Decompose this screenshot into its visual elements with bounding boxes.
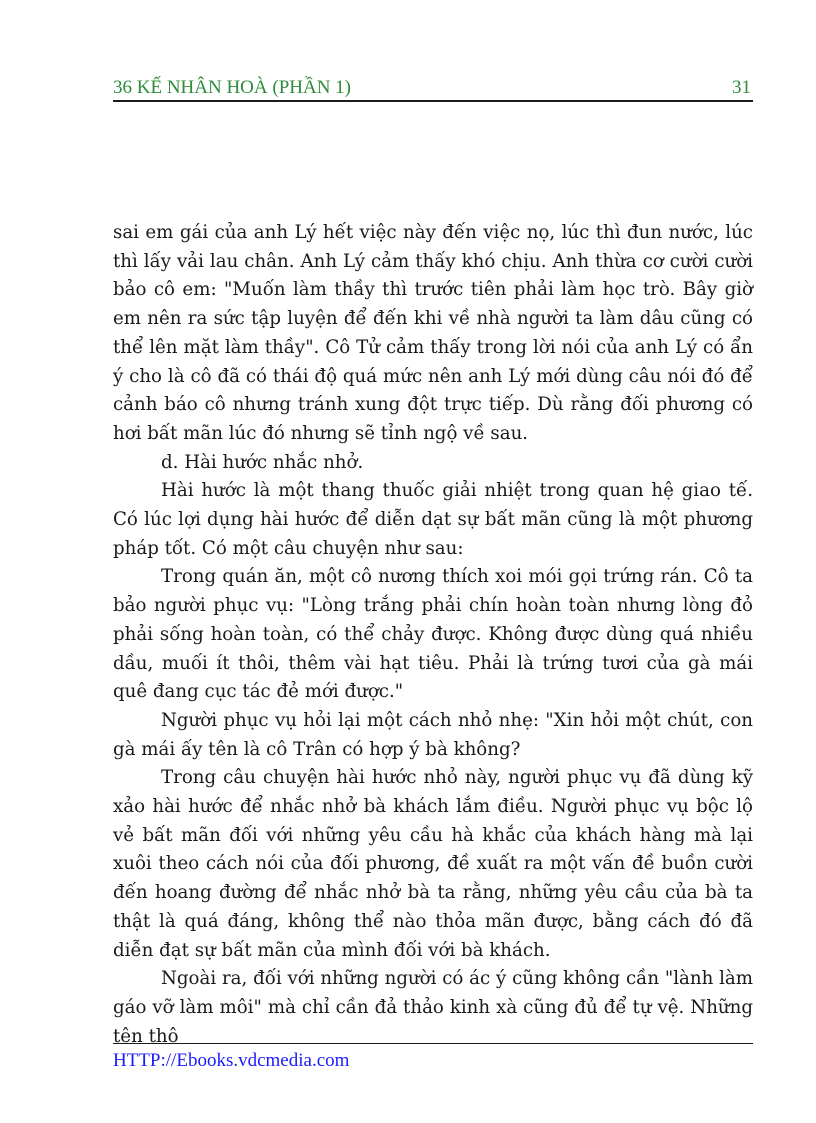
page-number: 31 [732,77,751,98]
paragraph: Ngoài ra, đối với những người có ác ý cũng không cần "lành làm gáo vỡ làm môi" mà chỉ cần đả thảo kinh xà cũng đủ để tự vệ. Những tên thô [113,968,753,1047]
book-title: 36 KẾ NHÂN HOÀ (PHẦN 1) [113,77,352,98]
paragraph: Hài hước là một thang thuốc giải nhiệt trong quan hệ giao tế. Có lúc lợi dụng hài hước để diễn dạt sự bất mãn cũng là một phương pháp tốt. Có một câu chuyện như sau: [113,480,753,559]
section-heading: d. Hài hước nhắc nhở. [161,451,364,473]
footer-link[interactable]: HTTP://Ebooks.vdcmedia.com [113,1050,350,1071]
page-footer [113,1043,753,1072]
body-text [113,219,753,1051]
paragraph: Trong quán ăn, một cô nương thích xoi mói gọi trứng rán. Cô ta bảo người phục vụ: "Lòng trắng phải chín hoàn toàn nhưng lòng đỏ phải sống hoàn toàn, có thể chảy được. Không được dùng quá nhiều dầu, muối ít thôi, thêm vài hạt tiêu. Phải là trứng tươi của gà mái quê đang cục tác đẻ mới được." [113,566,753,703]
paragraph-continued: sai em gái của anh Lý hết việc này đến việc nọ, lúc thì đun nước, lúc thì lấy vải lau chân. Anh Lý cảm thấy khó chịu. Anh thừa cơ cười cười bảo cô em: "Muốn làm thầy thì trước tiên phải làm học trò. Bây giờ em nên ra sức tập luyện để đến khi về nhà người ta làm dâu cũng có thể lên mặt làm thầy". Cô Tử cảm thấy trong lời nói của anh Lý có ẩn ý cho là cô đã có thái độ quá mức nên anh Lý mới dùng câu nói đó để cảnh báo cô nhưng tránh xung đột trực tiếp. Dù rằng đối phương có hơi bất mãn lúc đó nhưng sẽ tỉnh ngộ về sau. [113,222,753,444]
page-header [113,74,753,102]
paragraph: Người phục vụ hỏi lại một cách nhỏ nhẹ: "Xin hỏi một chút, con gà mái ấy tên là cô Trân có hợp ý bà không? [113,709,753,760]
paragraph: Trong câu chuyện hài hước nhỏ này, người phục vụ đã dùng kỹ xảo hài hước để nhắc nhở bà khách lắm điều. Người phục vụ bộc lộ vẻ bất mãn đối với những yêu cầu hà khắc của khách hàng mà lại xuôi theo cách nói của đối phương, đề xuất ra một vấn đề buồn cười đến hoang đường để nhắc nhở bà ta rằng, những yêu cầu của bà ta thật là quá đáng, không thể nào thỏa mãn được, bằng cách đó đã diễn đạt sự bất mãn của mình đối với bà khách. [113,767,753,961]
